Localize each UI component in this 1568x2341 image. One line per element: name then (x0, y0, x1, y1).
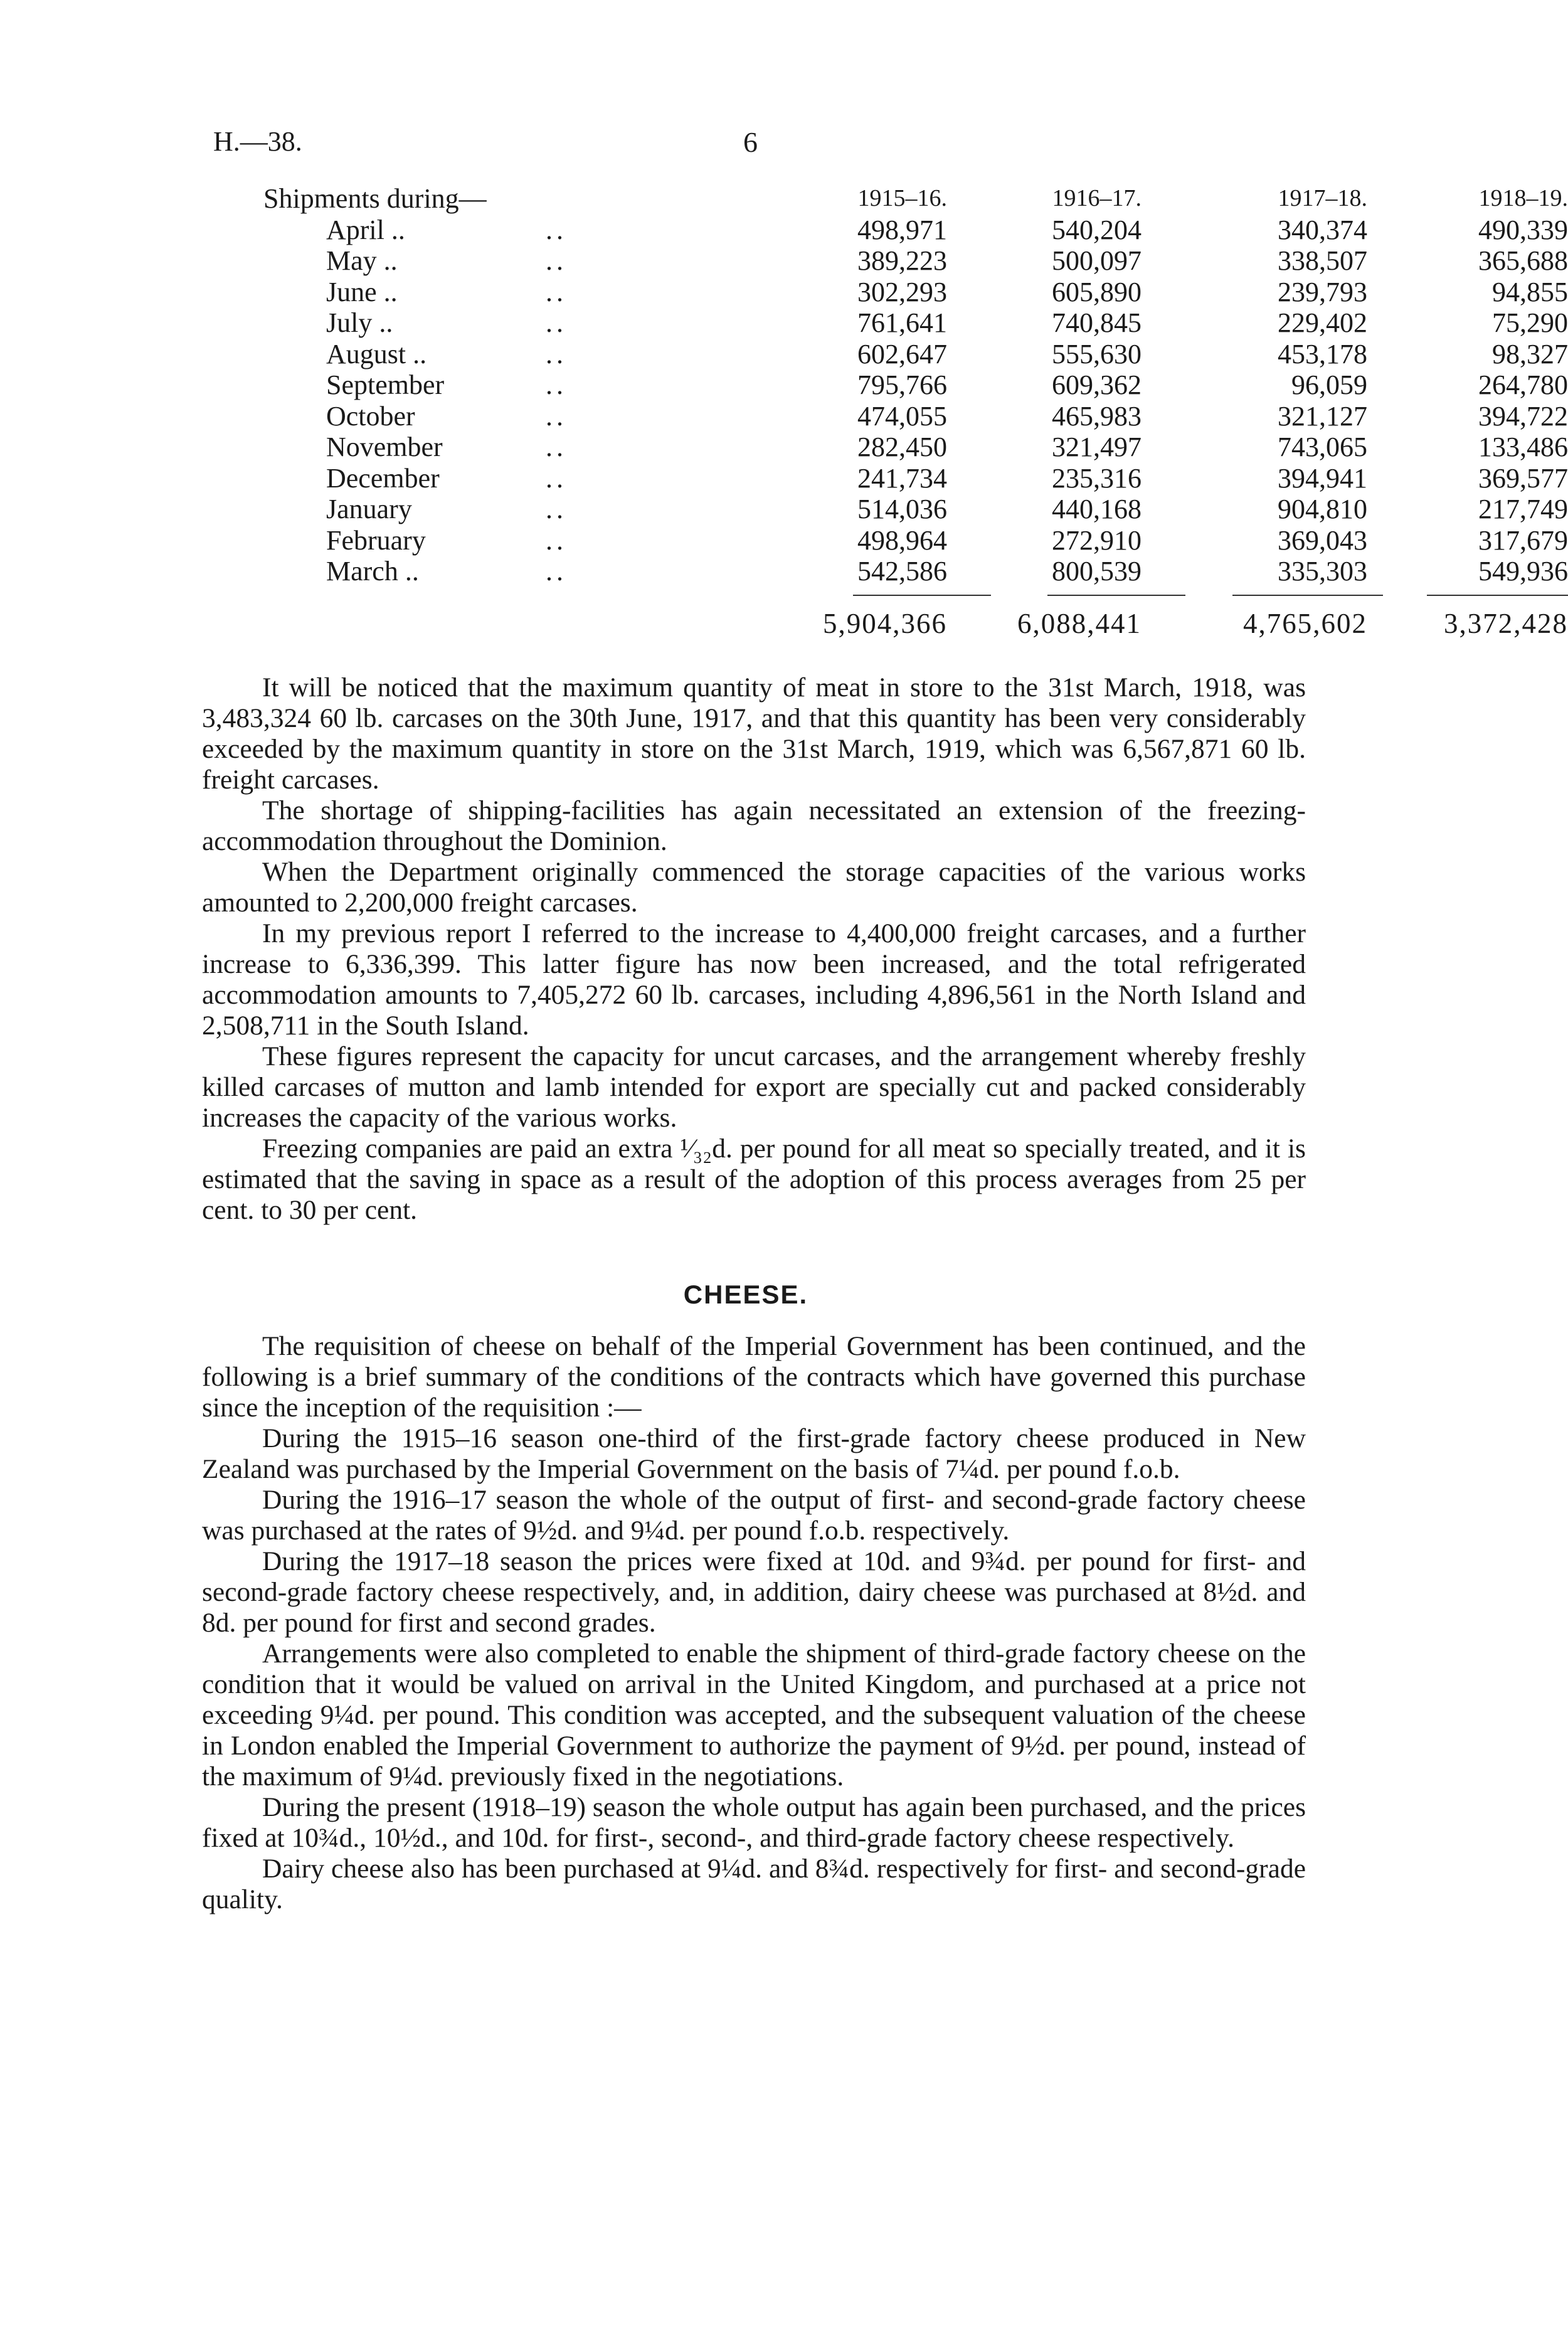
table-cell: 133,486 (1478, 432, 1568, 462)
column-header: 1917–18. (1278, 185, 1367, 211)
leader-dots: .. (546, 462, 567, 494)
table-cell: 241,734 (857, 462, 947, 494)
table-cell: 321,497 (1052, 432, 1142, 462)
divider (1232, 595, 1383, 596)
table-cell: 514,036 (857, 494, 947, 524)
table-row (263, 245, 1568, 277)
leader-dots: .. (546, 245, 567, 276)
table-cell: 490,339 (1478, 214, 1568, 245)
table-cell: 555,630 (1052, 338, 1142, 369)
leader-dots: .. (546, 400, 567, 432)
table-cell: 264,780 (1478, 369, 1568, 400)
month-label: March .. (326, 556, 419, 587)
meat-storage-text (202, 672, 1306, 1226)
divider (1047, 595, 1185, 596)
paragraph: Dairy cheese also has been purchased at 9¼d. and 8¾d. respectively for first- and second-grade quality. (202, 1854, 1306, 1914)
paragraph: During the 1917–18 season the prices were fixed at 10d. and 9¾d. per pound for first- and second-grade factory cheese respectively, and, in addition, dairy cheese was purchased at 8½d. and 8d. per pound for first and second grades. (202, 1546, 1306, 1638)
table-cell: 743,065 (1278, 432, 1367, 462)
table-cell: 338,507 (1278, 245, 1367, 276)
leader-dots: .. (546, 276, 567, 307)
paragraph: During the 1916–17 season the whole of the output of first- and second-grade factory cheese was purchased at the rates of 9½d. and 9¼d. per pound f.o.b. respectively. (202, 1485, 1306, 1546)
leader-dots: .. (546, 524, 567, 556)
table-cell: 217,749 (1478, 494, 1568, 524)
paragraph: These figures represent the capacity for uncut carcases, and the arrangement whereby freshly killed carcases of mutton and lamb intended for export are specially cut and packed considerably increases the capacity of the various works. (202, 1041, 1306, 1133)
table-row (263, 462, 1568, 494)
total-cell: 6,088,441 (1017, 607, 1142, 639)
total-cell: 4,765,602 (1243, 607, 1367, 639)
month-label: August .. (326, 338, 427, 369)
table-cell: 239,793 (1278, 276, 1367, 307)
table-row (263, 214, 1568, 246)
month-label: September (326, 369, 445, 400)
table-cell: 440,168 (1052, 494, 1142, 524)
divider (853, 595, 991, 596)
month-label: July .. (326, 307, 393, 338)
section-heading-text: CHEESE. (683, 1280, 808, 1309)
table-row (263, 276, 1568, 308)
table-cell: 340,374 (1278, 214, 1367, 245)
table-cell: 904,810 (1278, 494, 1367, 524)
table-cell: 96,059 (1291, 369, 1367, 400)
column-header: 1918–19. (1478, 185, 1568, 211)
table-cell: 800,539 (1052, 556, 1142, 587)
month-label: December (326, 462, 440, 494)
table-row (263, 307, 1568, 339)
table-cell: 498,971 (857, 214, 947, 245)
leader-dots: .. (546, 338, 567, 369)
table-cell: 602,647 (857, 338, 947, 369)
table-row (263, 556, 1568, 587)
shipments-table (263, 183, 1568, 642)
leader-dots: .. (546, 432, 567, 462)
month-label: February (326, 524, 426, 556)
paragraph: During the present (1918–19) season the whole output has again been purchased, and the prices fixed at 10¾d., 10½d., and 10d. for first-, second-, and third-grade factory cheese respectively. (202, 1792, 1306, 1853)
leader-dots: .. (546, 307, 567, 338)
divider (1427, 595, 1568, 596)
table-cell: 369,577 (1478, 462, 1568, 494)
table-row (263, 494, 1568, 525)
table-row (263, 432, 1568, 463)
table-cell: 549,936 (1478, 556, 1568, 587)
table-cell: 795,766 (857, 369, 947, 400)
table-cell: 465,983 (1052, 400, 1142, 432)
table-cell: 474,055 (857, 400, 947, 432)
paragraph: The shortage of shipping-facilities has again necessitated an extension of the freezing-accommodation throughout the Dominion. (202, 795, 1306, 856)
month-label: November (326, 432, 443, 462)
table-cell: 335,303 (1278, 556, 1367, 587)
table-cell: 453,178 (1278, 338, 1367, 369)
table-row (263, 524, 1568, 556)
paragraph: The requisition of cheese on behalf of the Imperial Government has been continued, and the following is a brief summary of the conditions of the contracts which have governed this purchase since the inception of the requisition :— (202, 1331, 1306, 1423)
month-label: June .. (326, 276, 398, 307)
table-cell: 605,890 (1052, 276, 1142, 307)
table-cell: 389,223 (857, 245, 947, 276)
table-row (263, 369, 1568, 401)
page-number: 6 (743, 126, 758, 158)
leader-dots: .. (546, 214, 567, 245)
table-row (263, 338, 1568, 370)
leader-dots: .. (546, 494, 567, 524)
column-header: 1915–16. (857, 185, 947, 211)
table-cell: 498,964 (857, 524, 947, 556)
paragraph: Freezing companies are paid an extra ¹⁄₃₂d. per pound for all meat so specially treated, and it is estimated that the saving in space as a result of the adoption of this process averages from 25 per cent. to 30 per cent. (202, 1133, 1306, 1225)
leader-dots: .. (546, 556, 567, 587)
total-rule-row (263, 587, 1305, 605)
table-cell: 609,362 (1052, 369, 1142, 400)
total-cell: 5,904,366 (823, 607, 947, 639)
table-header-row (263, 183, 1568, 215)
table-cell: 317,679 (1478, 524, 1568, 556)
paragraph: When the Department originally commenced the storage capacities of the various works amounted to 2,200,000 freight carcases. (202, 857, 1306, 918)
table-cell: 229,402 (1278, 307, 1367, 338)
paragraph: It will be noticed that the maximum quantity of meat in store to the 31st March, 1918, was 3,483,324 60 lb. carcases on the 30th June, 1917, and that this quantity has been very considerably exceeded by the maximum quantity in store on the 31st March, 1919, which was 6,567,871 60 lb. freight carcases. (202, 672, 1306, 795)
table-cell: 272,910 (1052, 524, 1142, 556)
leader-dots: .. (546, 369, 567, 400)
table-cell: 98,327 (1492, 338, 1568, 369)
table-cell: 282,450 (857, 432, 947, 462)
table-cell: 542,586 (857, 556, 947, 587)
table-cell: 394,722 (1478, 400, 1568, 432)
cheese-text (202, 1331, 1306, 1915)
month-label: April .. (326, 214, 405, 245)
table-cell: 75,290 (1492, 307, 1568, 338)
document-reference: H.—38. (213, 126, 302, 157)
table-cell: 540,204 (1052, 214, 1142, 245)
table-cell: 394,941 (1278, 462, 1367, 494)
table-cell: 500,097 (1052, 245, 1142, 276)
total-cell: 3,372,428 (1444, 607, 1568, 639)
table-cell: 302,293 (857, 276, 947, 307)
totals-row (263, 605, 1568, 642)
paragraph: In my previous report I referred to the increase to 4,400,000 freight carcases, and a further increase to 6,336,399. This latter figure has now been increased, and the total refrigerated accommodation amounts to 7,405,272 60 lb. carcases, including 4,896,561 in the North Island and 2,508,711 in the South Island. (202, 918, 1306, 1041)
table-cell: 369,043 (1278, 524, 1367, 556)
table-row (263, 400, 1568, 432)
table-cell: 740,845 (1052, 307, 1142, 338)
month-label: January (326, 494, 412, 524)
paragraph: During the 1915–16 season one-third of the first-grade factory cheese produced in New Zealand was purchased by the Imperial Government on the basis of 7¼d. per pound f.o.b. (202, 1423, 1306, 1484)
table-cell: 321,127 (1278, 400, 1367, 432)
month-label: May .. (326, 245, 398, 276)
table-cell: 761,641 (857, 307, 947, 338)
table-title: Shipments during— (263, 183, 487, 214)
column-header: 1916–17. (1052, 185, 1142, 211)
table-cell: 94,855 (1492, 276, 1568, 307)
month-label: October (326, 400, 415, 432)
table-cell: 235,316 (1052, 462, 1142, 494)
paragraph: Arrangements were also completed to enable the shipment of third-grade factory cheese on the condition that it would be valued on arrival in the United Kingdom, and purchased at a price not exceeding 9¼d. per pound. This condition was accepted, and the subsequent valuation of the cheese in London enabled the Imperial Government to authorize the payment of 9½d. per pound, instead of the maximum of 9¼d. previously fixed in the negotiations. (202, 1638, 1306, 1792)
section-heading (0, 1280, 1422, 1310)
table-cell: 365,688 (1478, 245, 1568, 276)
